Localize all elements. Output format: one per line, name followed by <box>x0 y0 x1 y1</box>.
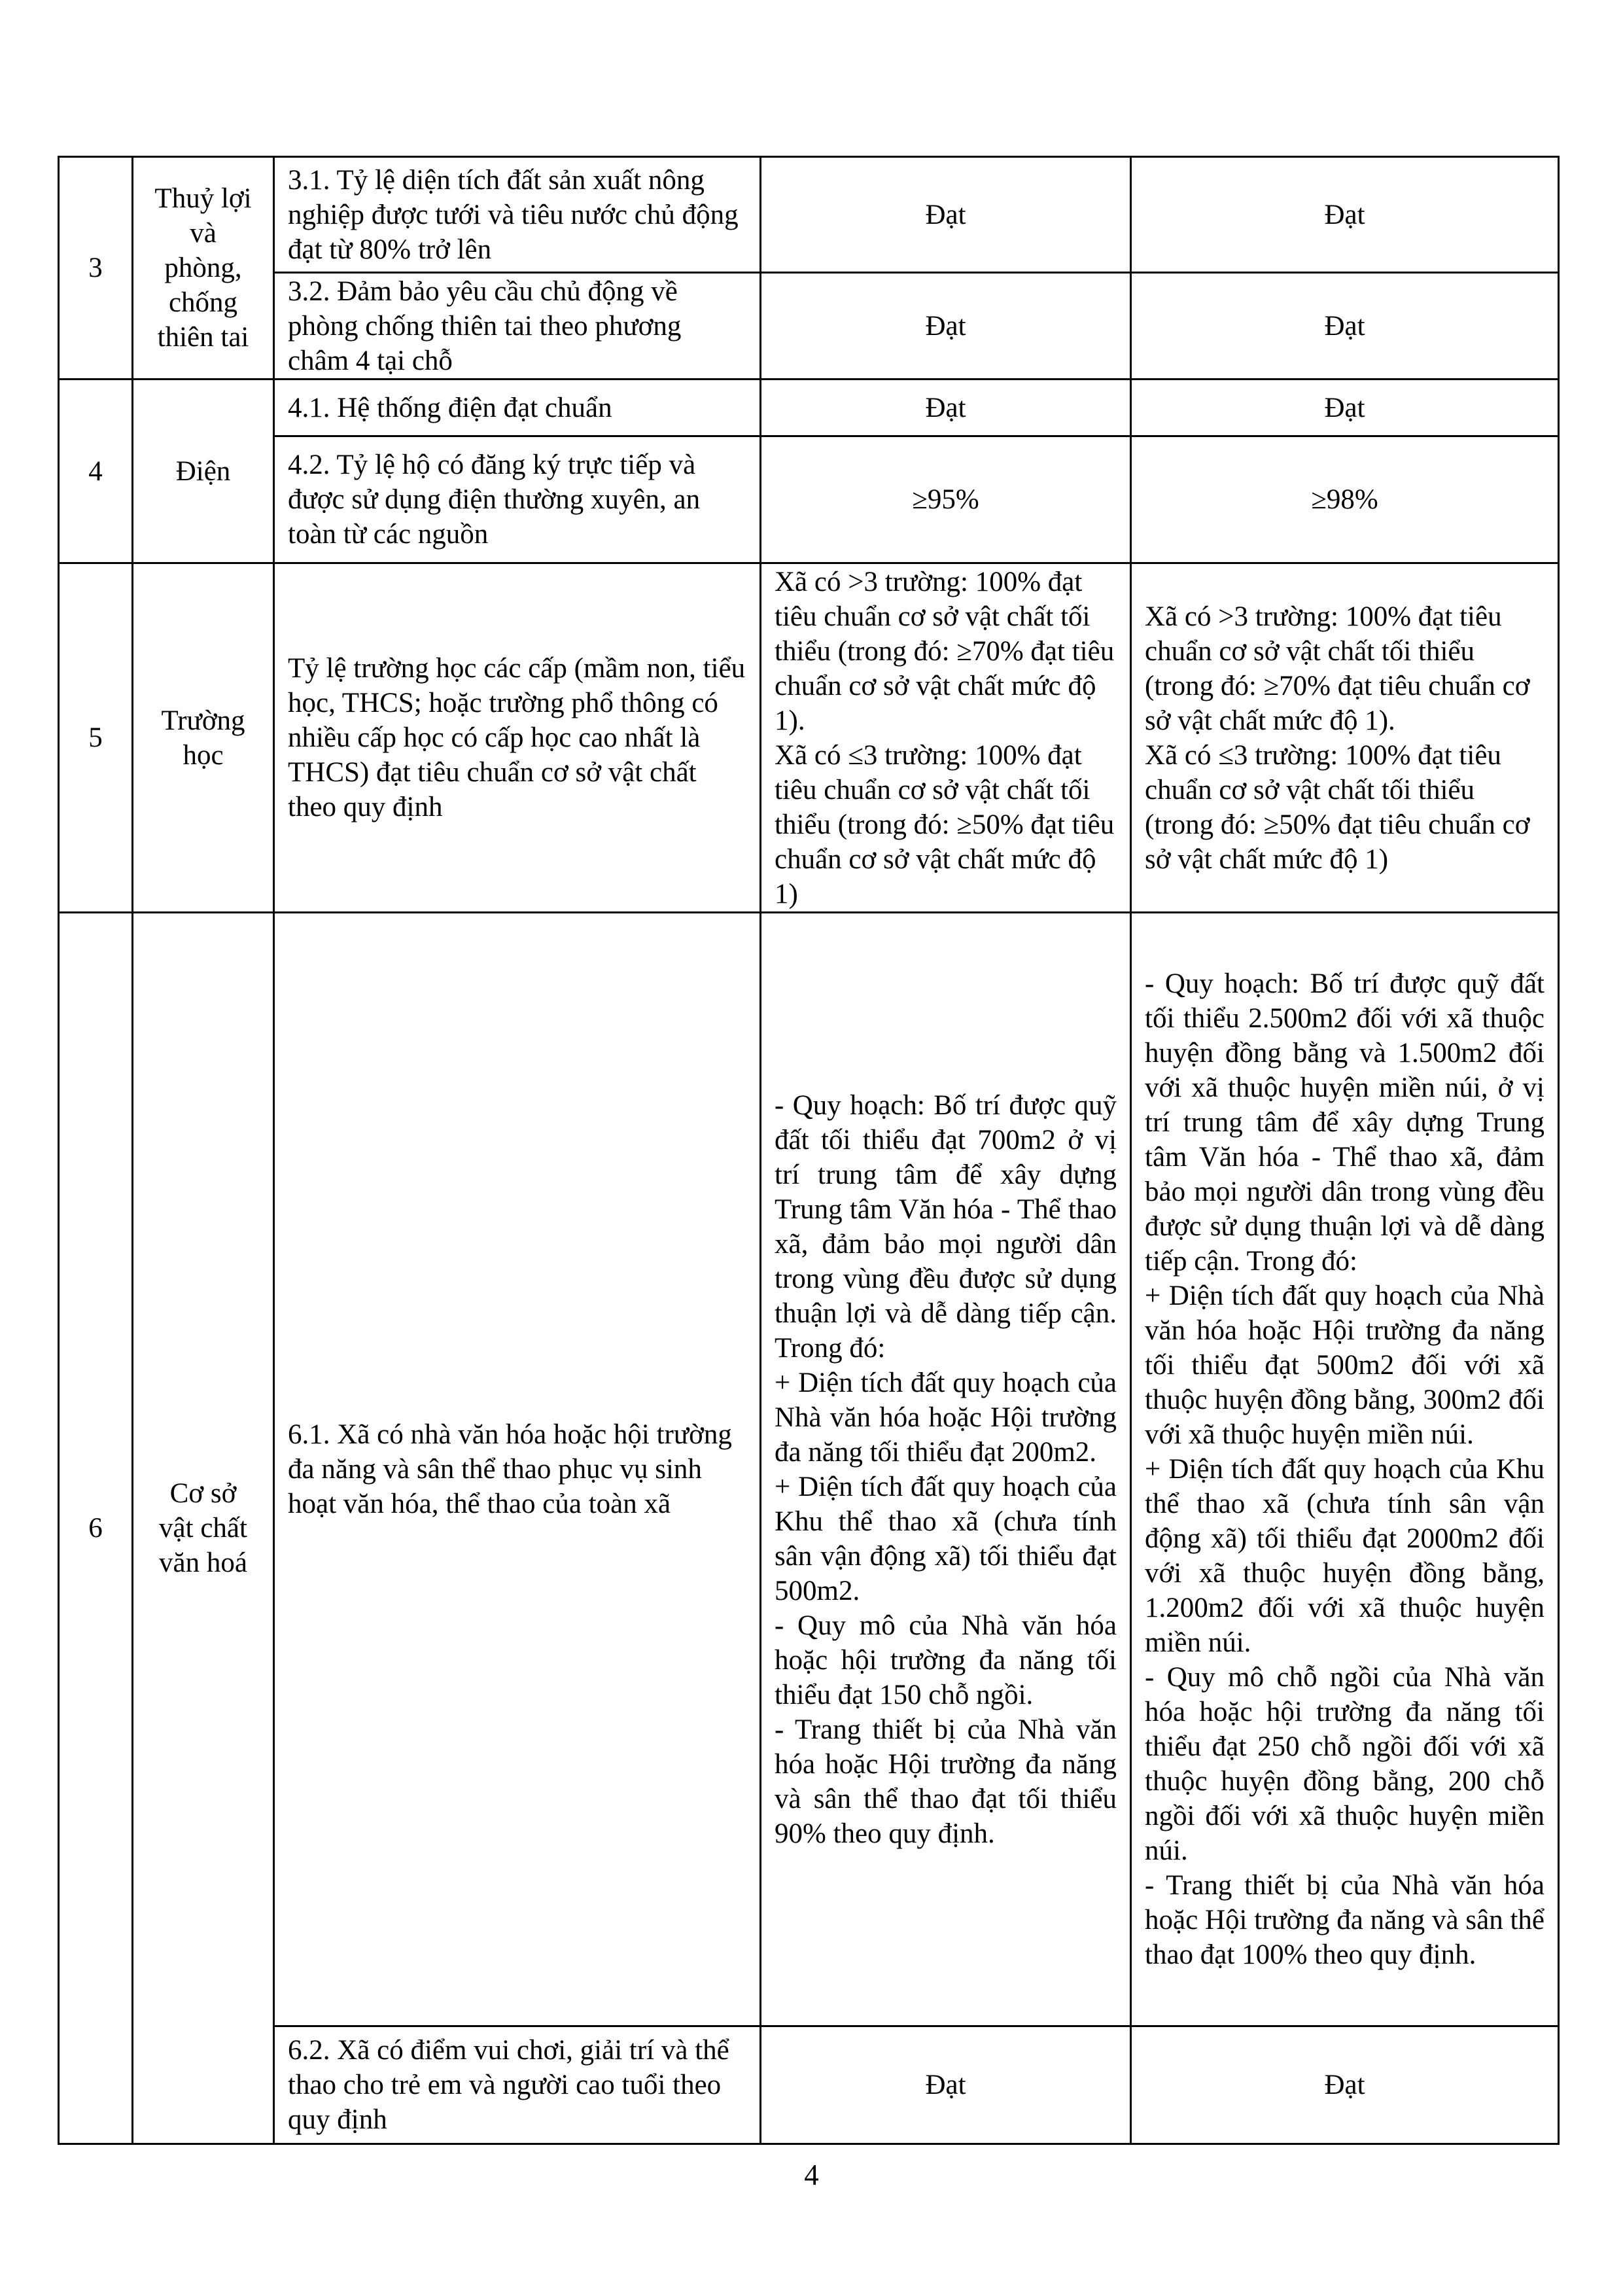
value-cell: Đạt <box>1131 157 1559 273</box>
table-row <box>59 436 1559 563</box>
category-cell: Điện <box>133 380 274 563</box>
value-cell: Đạt <box>761 157 1131 273</box>
value-cell: - Quy hoạch: Bố trí được quỹ đất tối thiểu đạt 700m2 ở vị trí trung tâm để xây dựng Trung tâm Văn hóa - Thể thao xã, đảm bảo mọi người dân trong vùng đều được sử dụng thuận lợi và dễ dàng tiếp cận. Trong đó: + Diện tích đất quy hoạch của Nhà văn hóa hoặc Hội trường đa năng tối thiểu đạt 200m2. + Diện tích đất quy hoạch của Khu thể thao xã (chưa tính sân vận động xã) tối thiểu đạt 500m2. - Quy mô của Nhà văn hóa hoặc hội trường đa năng tối thiểu đạt 150 chỗ ngồi. - Trang thiết bị của Nhà văn hóa hoặc Hội trường đa năng và sân thể thao đạt tối thiểu 90% theo quy định. <box>761 913 1131 2026</box>
criterion-cell: 3.1. Tỷ lệ diện tích đất sản xuất nông nghiệp được tưới và tiêu nước chủ động đạt từ 80% trở lên <box>274 157 761 273</box>
table-row <box>59 380 1559 436</box>
value-cell: ≥95% <box>761 436 1131 563</box>
category-cell: Trường học <box>133 563 274 913</box>
value-cell: Đạt <box>761 380 1131 436</box>
value-cell: Đạt <box>1131 273 1559 380</box>
table-row <box>59 157 1559 273</box>
value-cell: ≥98% <box>1131 436 1559 563</box>
value-cell: Xã có >3 trường: 100% đạt tiêu chuẩn cơ sở vật chất tối thiểu (trong đó: ≥70% đạt tiêu chuẩn cơ sở vật chất mức độ 1). Xã có ≤3 trường: 100% đạt tiêu chuẩn cơ sở vật chất tối thiểu (trong đó: ≥50% đạt tiêu chuẩn cơ sở vật chất mức độ 1) <box>1131 563 1559 913</box>
criterion-cell: Tỷ lệ trường học các cấp (mầm non, tiểu học, THCS; hoặc trường phổ thông có nhiều cấp học có cấp học cao nhất là THCS) đạt tiêu chuẩn cơ sở vật chất theo quy định <box>274 563 761 913</box>
value-cell: Đạt <box>1131 2026 1559 2144</box>
value-cell: Đạt <box>1131 380 1559 436</box>
page-number: 4 <box>804 2159 819 2191</box>
table-row <box>59 2026 1559 2144</box>
value-cell: Đạt <box>761 273 1131 380</box>
row-number: 3 <box>59 157 133 380</box>
criterion-cell: 4.1. Hệ thống điện đạt chuẩn <box>274 380 761 436</box>
value-cell: Đạt <box>761 2026 1131 2144</box>
value-cell: - Quy hoạch: Bố trí được quỹ đất tối thiểu 2.500m2 đối với xã thuộc huyện đồng bằng và 1.500m2 đối với xã thuộc huyện miền núi, ở vị trí trung tâm để xây dựng Trung tâm Văn hóa - Thể thao xã, đảm bảo mọi người dân trong vùng đều được sử dụng thuận lợi và dễ dàng tiếp cận. Trong đó: + Diện tích đất quy hoạch của Nhà văn hóa hoặc Hội trường đa năng tối thiểu đạt 500m2 đối với xã thuộc huyện đồng bằng, 300m2 đối với xã thuộc huyện miền núi. + Diện tích đất quy hoạch của Khu thể thao xã (chưa tính sân vận động xã) tối thiểu đạt 2000m2 đối với xã thuộc huyện đồng bằng, 1.200m2 đối với xã thuộc huyện miền núi. - Quy mô chỗ ngồi của Nhà văn hóa hoặc hội trường đa năng tối thiểu đạt 250 chỗ ngồi đối với xã thuộc huyện đồng bằng, 200 chỗ ngồi đối với xã thuộc huyện miền núi. - Trang thiết bị của Nhà văn hóa hoặc Hội trường đa năng và sân thể thao đạt 100% theo quy định. <box>1131 913 1559 2026</box>
value-cell: Xã có >3 trường: 100% đạt tiêu chuẩn cơ sở vật chất tối thiểu (trong đó: ≥70% đạt tiêu chuẩn cơ sở vật chất mức độ 1). Xã có ≤3 trường: 100% đạt tiêu chuẩn cơ sở vật chất tối thiểu (trong đó: ≥50% đạt tiêu chuẩn cơ sở vật chất mức độ 1) <box>761 563 1131 913</box>
criterion-cell: 3.2. Đảm bảo yêu cầu chủ động về phòng chống thiên tai theo phương châm 4 tại chỗ <box>274 273 761 380</box>
row-number: 4 <box>59 380 133 563</box>
criteria-table <box>58 156 1560 2145</box>
row-number: 6 <box>59 913 133 2144</box>
criterion-cell: 6.2. Xã có điểm vui chơi, giải trí và thể thao cho trẻ em và người cao tuổi theo quy định <box>274 2026 761 2144</box>
criterion-cell: 4.2. Tỷ lệ hộ có đăng ký trực tiếp và được sử dụng điện thường xuyên, an toàn từ các nguồn <box>274 436 761 563</box>
category-cell: Thuỷ lợi và phòng, chống thiên tai <box>133 157 274 380</box>
criterion-cell: 6.1. Xã có nhà văn hóa hoặc hội trường đa năng và sân thể thao phục vụ sinh hoạt văn hóa, thể thao của toàn xã <box>274 913 761 2026</box>
table-row <box>59 913 1559 2026</box>
category-cell: Cơ sở vật chất văn hoá <box>133 913 274 2144</box>
table-row <box>59 273 1559 380</box>
table-row <box>59 563 1559 913</box>
row-number: 5 <box>59 563 133 913</box>
